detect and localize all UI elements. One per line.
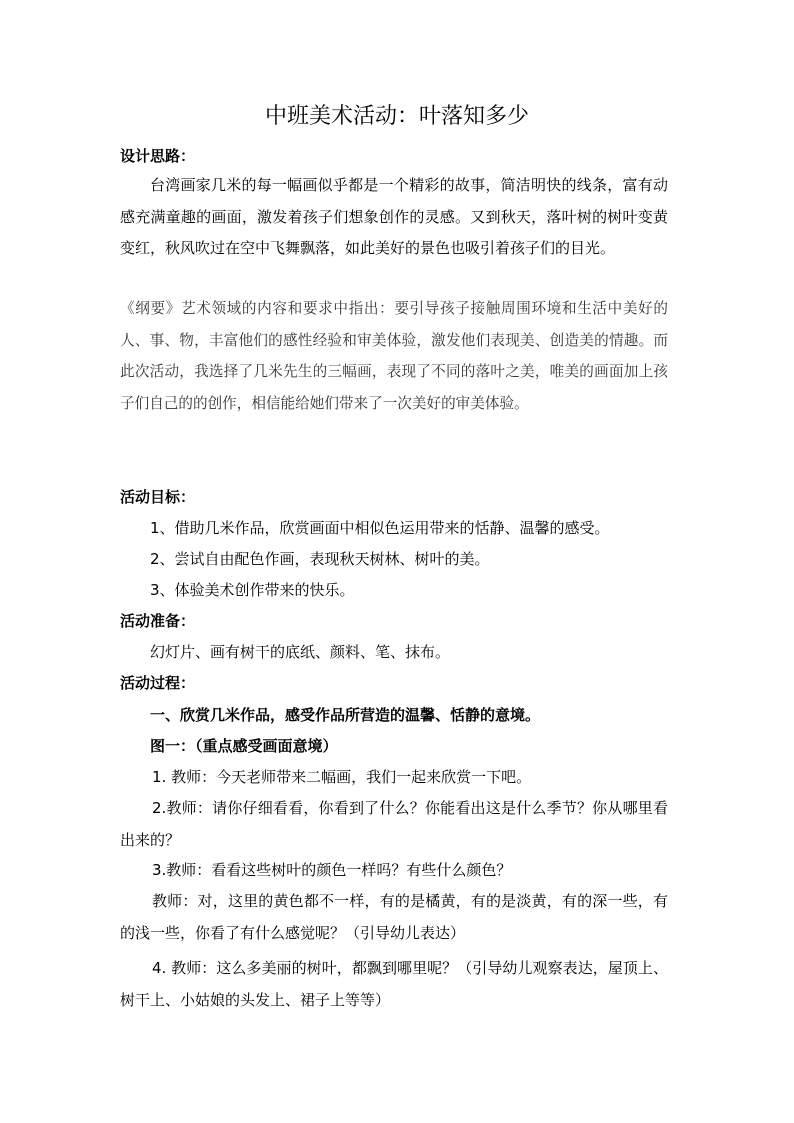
figure-1-label: 图一：（重点感受画面意境） bbox=[150, 737, 338, 755]
goal-item-3: 3、体验美术创作带来的快乐。 bbox=[150, 581, 355, 599]
design-paragraph-2: 《纲要》艺术领域的内容和要求中指出：要引导孩子接触周围环境和生活中美好的人、事、物，丰富他们的感性经验和审美体验，激发他们表现美、创造美的情趣。而此次活动，我选择了几米先生的三幅画，表现了不同的落叶之美，唯美的画面加上孩子们自己的的创作，相信能给她们带来了一次美好的审美体验。 bbox=[120, 300, 668, 412]
goal-item-1: 1、借助几米作品，欣赏画面中相似色运用带来的恬静、温馨的感受。 bbox=[150, 519, 610, 537]
question-3: 3.教师：看看这些树叶的颜色一样吗？有些什么颜色？ bbox=[152, 861, 512, 879]
design-heading: 设计思路： bbox=[120, 147, 196, 165]
question-1: 1. 教师：今天老师带来二幅画，我们一起来欣赏一下吧。 bbox=[152, 768, 532, 786]
prep-text: 幻灯片、画有树干的底纸、颜料、笔、抹布。 bbox=[150, 643, 451, 661]
question-4: 4. 教师：这么多美丽的树叶，都飘到哪里呢？（引导幼儿观察表达，屋顶上、树干上、小姑娘的头发上、裙子上等等） bbox=[120, 959, 668, 1009]
question-3-followup: 教师：对，这里的黄色都不一样，有的是橘黄，有的是淡黄，有的深一些，有的浅一些，你看了有什么感觉呢？（引导幼儿表达） bbox=[120, 892, 668, 942]
design-paragraph-1: 台湾画家几米的每一幅画似乎都是一个精彩的故事，简洁明快的线条，富有动感充满童趣的画面，激发着孩子们想象创作的灵感。又到秋天，落叶树的树叶变黄变红，秋风吹过在空中飞舞飘落，如此美好的景色也吸引着孩子们的目光。 bbox=[120, 176, 668, 257]
prep-heading: 活动准备： bbox=[120, 612, 196, 630]
process-section-1: 一、欣赏几米作品，感受作品所营造的温馨、恬静的意境。 bbox=[150, 706, 541, 724]
goals-heading: 活动目标： bbox=[120, 488, 196, 506]
process-heading: 活动过程： bbox=[120, 674, 196, 692]
document-title: 中班美术活动：叶落知多少 bbox=[264, 104, 529, 129]
question-2: 2.教师：请你仔细看看，你看到了什么？你能看出这是什么季节？你从哪里看出来的？ bbox=[120, 799, 668, 849]
goal-item-2: 2、尝试自由配色作画，表现秋天树林、树叶的美。 bbox=[150, 550, 490, 568]
